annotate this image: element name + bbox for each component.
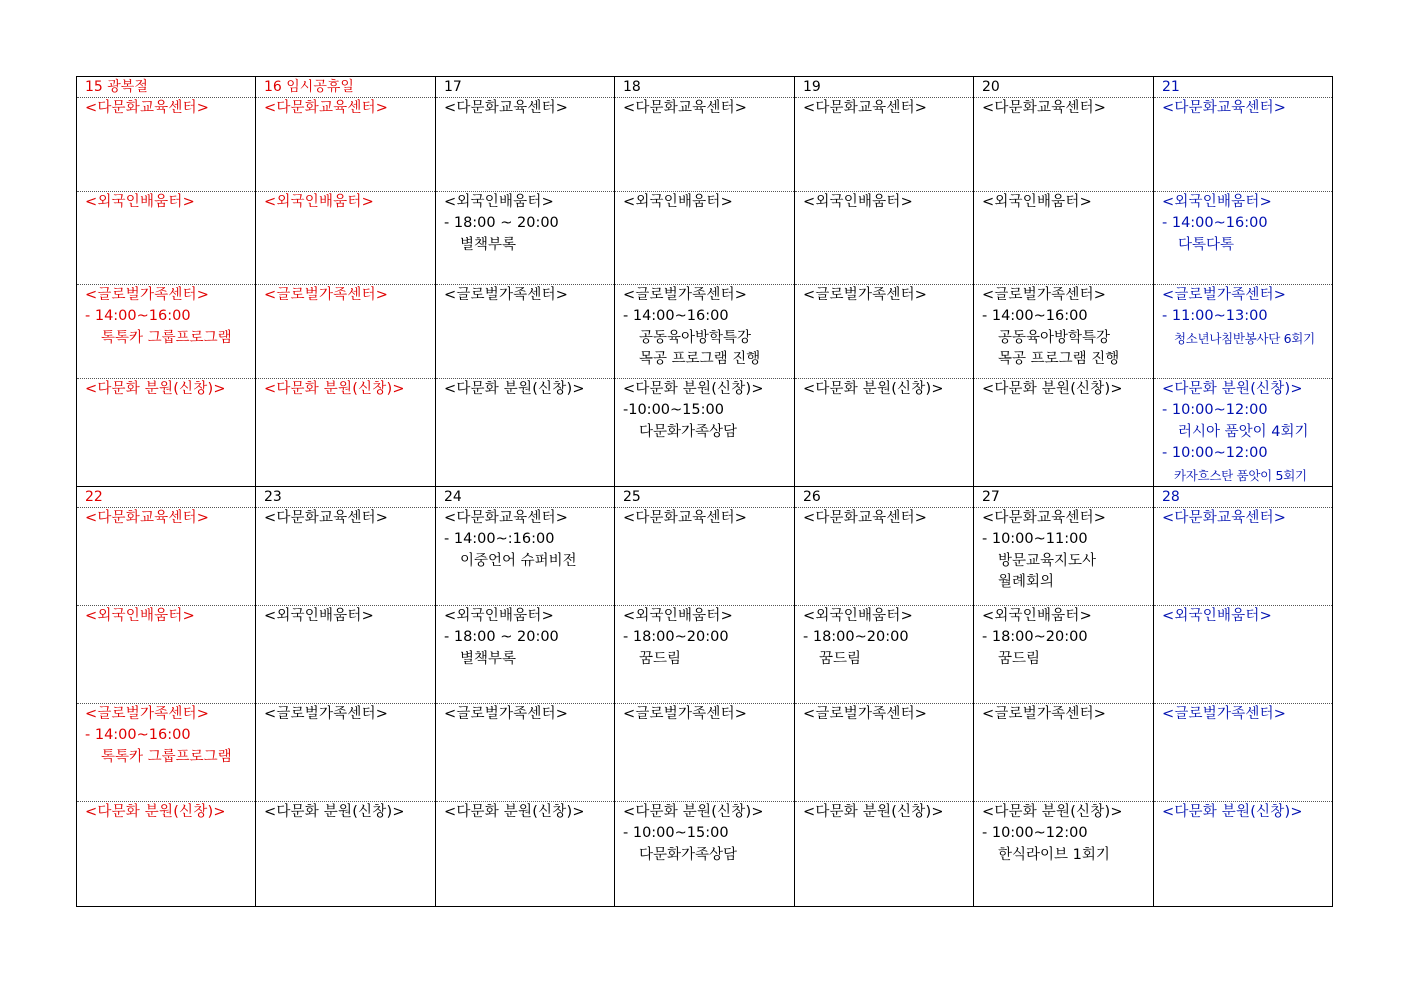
center-label: <다문화 분원(신창)>	[1162, 381, 1303, 397]
program-cell	[256, 704, 436, 802]
day-header: 28	[1154, 487, 1333, 508]
schedule-time: - 14:00~16:00	[982, 308, 1088, 324]
program-cell	[77, 508, 256, 606]
program-cell	[615, 379, 795, 487]
day-header: 21	[1154, 77, 1333, 98]
center-label: <다문화 분원(신창)>	[444, 381, 585, 397]
program-cell	[436, 379, 615, 487]
program-cell	[974, 606, 1154, 704]
program-cell	[974, 508, 1154, 606]
program-cell	[77, 802, 256, 907]
program-cell	[615, 98, 795, 192]
center-label: <글로벌가족센터>	[803, 287, 928, 303]
program-cell	[615, 704, 795, 802]
schedule-time: - 18:00 ~ 20:00	[444, 215, 559, 231]
program-cell	[256, 285, 436, 379]
schedule-time: - 14:00~16:00	[85, 308, 191, 324]
center-label: <다문화교육센터>	[803, 100, 928, 116]
center-label: <글로벌가족센터>	[1162, 706, 1287, 722]
program-cell	[974, 379, 1154, 487]
program-cell	[615, 606, 795, 704]
center-label: <글로벌가족센터>	[85, 287, 210, 303]
center-label: <글로벌가족센터>	[982, 706, 1107, 722]
program-cell	[436, 285, 615, 379]
schedule-time: - 18:00~20:00	[803, 629, 909, 645]
program-cell	[1154, 379, 1333, 487]
schedule-time: - 10:00~12:00	[1162, 402, 1268, 418]
center-label: <글로벌가족센터>	[982, 287, 1107, 303]
center-label: <다문화교육센터>	[1162, 100, 1287, 116]
center-label: <글로벌가족센터>	[264, 706, 389, 722]
center-label: <다문화 분원(신창)>	[1162, 804, 1303, 820]
day-header: 15 광복절	[77, 77, 256, 98]
schedule-detail: 카자흐스탄 품앗이 5회기	[1174, 467, 1307, 483]
schedule-time: - 14:00~16:00	[1162, 215, 1268, 231]
program-cell	[436, 802, 615, 907]
schedule-time: - 10:00~12:00	[1162, 445, 1268, 461]
schedule-time: - 11:00~13:00	[1162, 308, 1268, 324]
program-cell	[256, 802, 436, 907]
program-row	[77, 98, 1333, 192]
day-header: 20	[974, 77, 1154, 98]
schedule-detail: 톡톡카 그룹프로그램	[101, 329, 232, 346]
program-cell	[1154, 98, 1333, 192]
day-header: 22	[77, 487, 256, 508]
week-1-header-row	[77, 77, 1333, 98]
day-header: 23	[256, 487, 436, 508]
center-label: <글로벌가족센터>	[803, 706, 928, 722]
schedule-detail: 청소년나침반봉사단 6회기	[1174, 330, 1315, 346]
center-label: <다문화교육센터>	[1162, 510, 1287, 526]
schedule-detail: 별책부록	[460, 650, 517, 667]
center-label: <외국인배움터>	[982, 608, 1092, 624]
calendar-table	[76, 76, 1333, 907]
program-cell	[795, 802, 974, 907]
program-row	[77, 508, 1333, 606]
program-cell	[1154, 285, 1333, 379]
program-cell	[795, 98, 974, 192]
center-label: <다문화교육센터>	[264, 100, 389, 116]
program-cell	[77, 606, 256, 704]
schedule-detail: 이중언어 슈퍼비전	[460, 552, 577, 569]
program-cell	[974, 192, 1154, 285]
schedule-detail: 월례회의	[998, 574, 1055, 590]
schedule-time: - 18:00 ~ 20:00	[444, 629, 559, 645]
day-header: 24	[436, 487, 615, 508]
program-cell	[795, 704, 974, 802]
schedule-time: - 14:00~16:00	[85, 727, 191, 743]
program-cell	[436, 98, 615, 192]
center-label: <외국인배움터>	[85, 194, 195, 210]
center-label: <다문화교육센터>	[85, 100, 210, 116]
program-cell	[974, 98, 1154, 192]
schedule-detail: 한식라이브 1회기	[998, 846, 1110, 863]
center-label: <다문화교육센터>	[623, 100, 748, 116]
center-label: <글로벌가족센터>	[623, 706, 748, 722]
center-label: <다문화 분원(신창)>	[264, 804, 405, 820]
program-cell	[77, 98, 256, 192]
schedule-detail: 꿈드림	[998, 650, 1041, 667]
schedule-detail: 다문화가족상담	[639, 423, 738, 440]
center-label: <외국인배움터>	[803, 608, 913, 624]
center-label: <외국인배움터>	[264, 608, 374, 624]
schedule-detail: 다톡다톡	[1178, 236, 1235, 253]
center-label: <다문화교육센터>	[982, 100, 1107, 116]
center-label: <외국인배움터>	[803, 194, 913, 210]
program-cell	[77, 379, 256, 487]
center-label: <외국인배움터>	[623, 194, 733, 210]
center-label: <외국인배움터>	[1162, 608, 1272, 624]
schedule-detail: 목공 프로그램 진행	[639, 351, 761, 367]
day-header: 17	[436, 77, 615, 98]
center-label: <다문화 분원(신창)>	[982, 804, 1123, 820]
program-cell	[436, 704, 615, 802]
schedule-detail: 러시아 품앗이 4회기	[1178, 423, 1309, 440]
center-label: <다문화교육센터>	[623, 510, 748, 526]
program-cell	[256, 192, 436, 285]
program-cell	[436, 192, 615, 285]
program-cell	[1154, 606, 1333, 704]
program-cell	[1154, 802, 1333, 907]
center-label: <다문화교육센터>	[982, 510, 1107, 526]
center-label: <다문화교육센터>	[85, 510, 210, 526]
program-cell	[77, 704, 256, 802]
center-label: <글로벌가족센터>	[1162, 287, 1287, 303]
program-row	[77, 802, 1333, 907]
center-label: <다문화교육센터>	[444, 100, 569, 116]
schedule-detail: 톡톡카 그룹프로그램	[101, 748, 232, 765]
program-cell	[256, 379, 436, 487]
program-row	[77, 285, 1333, 379]
schedule-time: - 14:00~16:00	[623, 308, 729, 324]
center-label: <다문화 분원(신창)>	[803, 381, 944, 397]
schedule-detail: 별책부록	[460, 236, 517, 253]
schedule-time: - 18:00~20:00	[982, 629, 1088, 645]
center-label: <외국인배움터>	[1162, 194, 1272, 210]
schedule-detail: 방문교육지도사	[998, 552, 1097, 569]
program-cell	[795, 192, 974, 285]
center-label: <외국인배움터>	[264, 194, 374, 210]
program-cell	[795, 379, 974, 487]
center-label: <외국인배움터>	[623, 608, 733, 624]
program-cell	[615, 508, 795, 606]
center-label: <다문화 분원(신창)>	[85, 381, 226, 397]
schedule-time: -10:00~15:00	[623, 402, 724, 418]
center-label: <외국인배움터>	[982, 194, 1092, 210]
center-label: <다문화교육센터>	[264, 510, 389, 526]
program-cell	[436, 606, 615, 704]
schedule-time: - 10:00~11:00	[982, 531, 1088, 547]
day-header: 18	[615, 77, 795, 98]
schedule-time: - 14:00~:16:00	[444, 531, 555, 547]
center-label: <외국인배움터>	[85, 608, 195, 624]
schedule-detail: 꿈드림	[639, 650, 682, 667]
center-label: <다문화 분원(신창)>	[803, 804, 944, 820]
center-label: <글로벌가족센터>	[623, 287, 748, 303]
program-row	[77, 606, 1333, 704]
program-cell	[1154, 508, 1333, 606]
schedule-detail: 목공 프로그램 진행	[998, 351, 1120, 367]
program-row	[77, 704, 1333, 802]
program-cell	[77, 192, 256, 285]
program-cell	[256, 606, 436, 704]
schedule-detail: 공동육아방학특강	[639, 329, 752, 346]
schedule-detail: 공동육아방학특강	[998, 329, 1111, 346]
center-label: <글로벌가족센터>	[85, 706, 210, 722]
center-label: <다문화 분원(신창)>	[85, 804, 226, 820]
day-header: 19	[795, 77, 974, 98]
center-label: <다문화 분원(신창)>	[444, 804, 585, 820]
center-label: <다문화 분원(신창)>	[623, 381, 764, 397]
center-label: <다문화 분원(신창)>	[264, 381, 405, 397]
day-header: 16 임시공휴일	[256, 77, 436, 98]
program-row	[77, 192, 1333, 285]
day-header: 27	[974, 487, 1154, 508]
center-label: <외국인배움터>	[444, 608, 554, 624]
day-header: 26	[795, 487, 974, 508]
program-cell	[795, 606, 974, 704]
schedule-time: - 18:00~20:00	[623, 629, 729, 645]
program-cell	[795, 508, 974, 606]
schedule-detail: 꿈드림	[819, 650, 862, 667]
program-cell	[974, 285, 1154, 379]
program-cell	[256, 98, 436, 192]
program-cell	[1154, 704, 1333, 802]
center-label: <다문화교육센터>	[803, 510, 928, 526]
program-row	[77, 379, 1333, 487]
program-cell	[615, 192, 795, 285]
schedule-time: - 10:00~12:00	[982, 825, 1088, 841]
center-label: <다문화 분원(신창)>	[982, 381, 1123, 397]
center-label: <글로벌가족센터>	[444, 706, 569, 722]
program-cell	[77, 285, 256, 379]
program-cell	[1154, 192, 1333, 285]
center-label: <글로벌가족센터>	[264, 287, 389, 303]
schedule-time: - 10:00~15:00	[623, 825, 729, 841]
week-2-header-row	[77, 487, 1333, 508]
program-cell	[974, 802, 1154, 907]
program-cell	[615, 802, 795, 907]
program-cell	[615, 285, 795, 379]
program-cell	[795, 285, 974, 379]
center-label: <외국인배움터>	[444, 194, 554, 210]
center-label: <글로벌가족센터>	[444, 287, 569, 303]
center-label: <다문화 분원(신창)>	[623, 804, 764, 820]
program-cell	[974, 704, 1154, 802]
schedule-detail: 다문화가족상담	[639, 846, 738, 863]
center-label: <다문화교육센터>	[444, 510, 569, 526]
program-cell	[256, 508, 436, 606]
day-header: 25	[615, 487, 795, 508]
program-cell	[436, 508, 615, 606]
